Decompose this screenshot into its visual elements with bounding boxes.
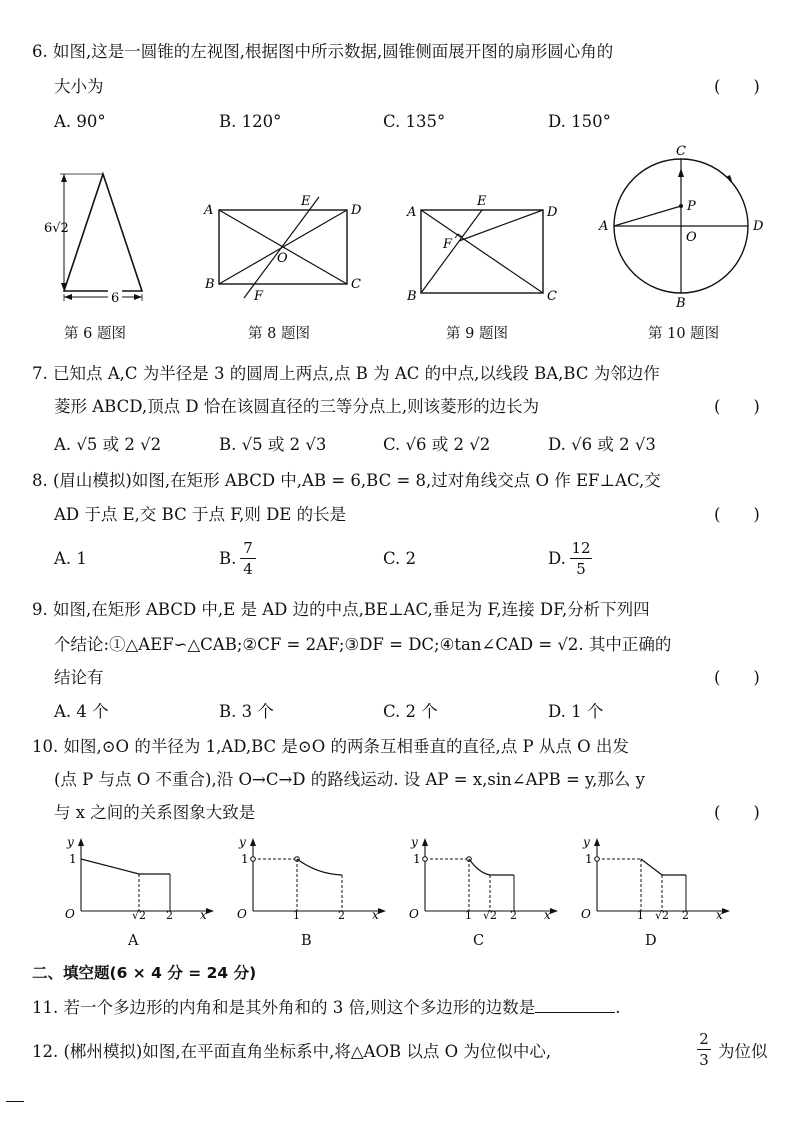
q10-graph-a <box>60 834 225 920</box>
q8-option-b-denominator: 4 <box>243 560 253 578</box>
fig8-label-e: E <box>301 194 311 209</box>
q6-option-a: A. 90° <box>54 112 106 131</box>
q8-option-b-numerator: 7 <box>243 539 253 557</box>
fig6-base-label: 6 <box>111 291 120 306</box>
page-footer-rule <box>6 1101 24 1102</box>
graph-x-arrow <box>206 908 214 914</box>
fig10-arrow-arc <box>726 175 733 184</box>
fig10-circle <box>596 140 776 310</box>
q12-tail: 为位似 <box>718 1042 768 1061</box>
fig10-caption: 第 10 题图 <box>648 326 720 342</box>
q6-answer-paren: ( ) <box>714 77 760 96</box>
graph-y-label: y <box>67 835 74 849</box>
q9-line3: 结论有 <box>54 668 104 687</box>
q6-option-b: B. 120° <box>219 112 282 131</box>
fraction-bar <box>697 1049 711 1050</box>
fig8-line-ef <box>244 197 319 298</box>
graph-y-arrow <box>250 838 256 846</box>
fig6-arrow-left <box>64 294 72 300</box>
fig9-label-e: E <box>477 194 487 209</box>
fig10-label-o: O <box>686 230 697 245</box>
q8-option-b-label: B. <box>219 549 237 568</box>
graph-tick-1: √2 <box>132 909 147 920</box>
graph-curve <box>469 859 490 875</box>
graph-tick-1: 1 <box>637 909 644 920</box>
fig10-label-d: D <box>753 219 764 234</box>
q7-line1: 7. 已知点 A,C 为半径是 3 的圆周上两点,点 B 为 AC 的中点,以线段 BA,BC 为邻边作 <box>32 364 660 383</box>
q6-line1: 6. 如图,这是一圆锥的左视图,根据图中所示数据,圆锥侧面展开图的扇形圆心角的 <box>32 42 614 61</box>
q8-option-b-fraction <box>240 539 256 578</box>
graph-one-label: 1 <box>69 852 77 866</box>
graph-tick-2: √2 <box>655 909 670 920</box>
fig8-label-d: D <box>351 203 362 218</box>
q7-line2: 菱形 ABCD,顶点 D 恰在该圆直径的三等分点上,则该菱形的边长为 <box>54 397 540 416</box>
fig6-cone-view <box>40 165 180 310</box>
graph-one-label: 1 <box>585 852 593 866</box>
fig8-label-a: A <box>204 203 214 218</box>
graph-y-arrow <box>422 838 428 846</box>
fig8-rectangle <box>200 190 370 308</box>
graph-x-label: x <box>716 908 723 920</box>
fig10-label-b: B <box>676 296 686 310</box>
graph-tick-2: 2 <box>338 909 345 920</box>
q7-option-a: A. √5 或 2 √2 <box>54 435 162 454</box>
fig9-label-a: A <box>407 205 417 220</box>
fig10-label-c: C <box>676 144 686 159</box>
graph-x-arrow <box>722 908 730 914</box>
graph-tick-2: 2 <box>166 909 173 920</box>
graph-curve <box>297 859 342 875</box>
q8-line2: AD 于点 E,交 BC 于点 F,则 DE 的长是 <box>54 505 347 524</box>
graph-curve-1 <box>81 859 139 874</box>
q10-line3: 与 x 之间的关系图象大致是 <box>54 803 256 822</box>
graph-segment <box>641 859 662 875</box>
fig6-caption: 第 6 题图 <box>64 326 126 342</box>
fig9-caption: 第 9 题图 <box>446 326 508 342</box>
q10-graph-b-letter: B <box>301 933 312 949</box>
section2-heading: 二、填空题(6 × 4 分 = 24 分) <box>32 964 257 982</box>
graph-tick-1: 1 <box>293 909 300 920</box>
q11-text: 11. 若一个多边形的内角和是其外角和的 3 倍,则这个多边形的边数是 <box>32 998 536 1017</box>
q10-graph-c <box>404 834 569 920</box>
fig10-label-p: P <box>687 199 696 214</box>
q7-answer-paren: ( ) <box>714 397 760 416</box>
fig10-segment-ap <box>614 206 681 226</box>
q11-end: . <box>615 998 621 1017</box>
q9-line2: 个结论:①△AEF∽△CAB;②CF = 2AF;③DF = DC;④tan∠CAD = √2. 其中正确的 <box>54 635 672 654</box>
q8-option-d-fraction <box>570 539 592 578</box>
fig8-caption: 第 8 题图 <box>248 326 310 342</box>
graph-open-point-1 <box>423 857 428 862</box>
q9-option-d: D. 1 个 <box>548 702 604 721</box>
q12-text: 12. (郴州模拟)如图,在平面直角坐标系中,将△AOB 以点 O 为位似中心, <box>32 1042 552 1061</box>
fig9-rectangle <box>403 190 563 308</box>
q10-line1: 10. 如图,⊙O 的半径为 1,AD,BC 是⊙O 的两条互相垂直的直径,点 P 从点 O 出发 <box>32 737 629 756</box>
q8-answer-paren: ( ) <box>714 505 760 524</box>
q10-graph-d <box>576 834 741 920</box>
q11-answer-blank[interactable] <box>535 998 615 1013</box>
fig6-arrow-up <box>61 174 67 182</box>
q12-fraction-denominator: 3 <box>699 1051 709 1069</box>
q8-option-d-denominator: 5 <box>576 560 586 578</box>
graph-open-point-1 <box>251 857 256 862</box>
q10-graph-a-letter: A <box>128 933 139 949</box>
q10-graph-b <box>232 834 397 920</box>
fig10-label-a: A <box>599 219 609 234</box>
graph-x-arrow <box>378 908 386 914</box>
q6-option-d: D. 150° <box>548 112 611 131</box>
graph-one-label: 1 <box>413 852 421 866</box>
graph-x-arrow <box>550 908 558 914</box>
fig9-label-c: C <box>547 289 557 304</box>
q12-fraction <box>697 1030 711 1069</box>
q9-option-a: A. 4 个 <box>54 702 109 721</box>
q10-line2: (点 P 与点 O 不重合),沿 O→C→D 的路线运动. 设 AP = x,sin∠APB = y,那么 y <box>54 770 645 789</box>
graph-x-label: x <box>372 908 379 920</box>
q10-graph-d-letter: D <box>645 933 657 949</box>
fraction-bar <box>570 558 592 559</box>
graph-tick-2: √2 <box>483 909 498 920</box>
fig10-arrow-up <box>678 168 684 177</box>
graph-tick-3: 2 <box>682 909 689 920</box>
q9-option-b: B. 3 个 <box>219 702 274 721</box>
q8-option-a: A. 1 <box>54 549 87 568</box>
q7-option-d: D. √6 或 2 √3 <box>548 435 656 454</box>
fig9-diagonal-ac <box>421 210 543 293</box>
q7-option-b: B. √5 或 2 √3 <box>219 435 327 454</box>
q11-line <box>32 998 620 1018</box>
q10-answer-paren: ( ) <box>714 803 760 822</box>
graph-x-label: x <box>200 908 207 920</box>
q9-line1: 9. 如图,在矩形 ABCD 中,E 是 AD 边的中点,BE⊥AC,垂足为 F,连接 DF,分析下列四 <box>32 600 650 619</box>
graph-one-label: 1 <box>241 852 249 866</box>
graph-tick-1: 1 <box>465 909 472 920</box>
graph-y-arrow <box>78 838 84 846</box>
graph-origin-label: O <box>409 907 419 920</box>
fig8-label-f: F <box>254 289 264 304</box>
graph-origin-label: O <box>65 907 75 920</box>
graph-y-arrow <box>594 838 600 846</box>
fig8-label-c: C <box>351 277 361 292</box>
graph-y-label: y <box>583 835 590 849</box>
fig9-label-f: F <box>443 237 453 252</box>
q9-answer-paren: ( ) <box>714 668 760 687</box>
q8-line1: 8. (眉山模拟)如图,在矩形 ABCD 中,AB = 6,BC = 8,过对角线交点 O 作 EF⊥AC,交 <box>32 471 661 490</box>
graph-y-label: y <box>239 835 246 849</box>
q6-option-c: C. 135° <box>383 112 446 131</box>
q6-line2: 大小为 <box>54 77 104 96</box>
fig9-label-b: B <box>407 289 417 304</box>
q8-option-d-label: D. <box>548 549 566 568</box>
graph-x-label: x <box>544 908 551 920</box>
q12-fraction-numerator: 2 <box>699 1030 709 1048</box>
q9-option-c: C. 2 个 <box>383 702 438 721</box>
fraction-bar <box>240 558 256 559</box>
fig9-label-d: D <box>547 205 558 220</box>
graph-tick-3: 2 <box>510 909 517 920</box>
fig8-label-b: B <box>205 277 215 292</box>
graph-open-point-1 <box>595 857 600 862</box>
graph-origin-label: O <box>237 907 247 920</box>
q7-option-c: C. √6 或 2 √2 <box>383 435 491 454</box>
fig9-line-df <box>459 210 543 241</box>
graph-y-label: y <box>411 835 418 849</box>
q8-option-d-numerator: 12 <box>571 539 591 557</box>
fig6-triangle <box>64 174 142 291</box>
fig6-height-label: 6√2 <box>44 221 69 236</box>
q10-graph-c-letter: C <box>473 933 485 949</box>
q8-option-c: C. 2 <box>383 549 417 568</box>
fig8-label-o: O <box>277 251 288 266</box>
fig6-arrow-right <box>134 294 142 300</box>
fig10-point-p <box>679 204 683 208</box>
graph-origin-label: O <box>581 907 591 920</box>
